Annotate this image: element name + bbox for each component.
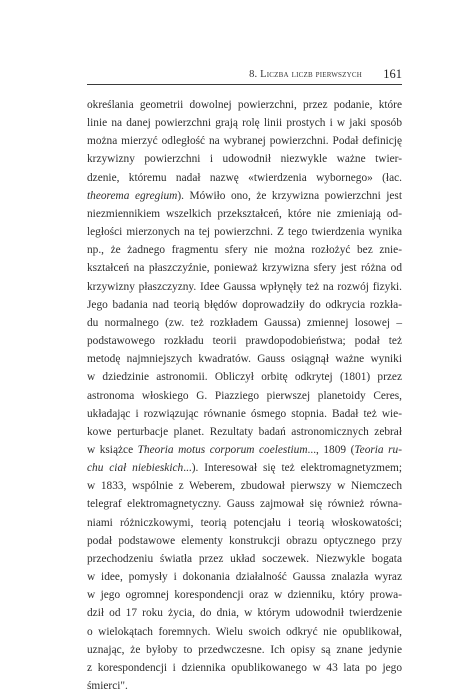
text-run: kształceń na płaszczyźnie, ponieważ krzywizna sfery jest różna od <box>87 262 402 275</box>
text-run: w 1833, wspólnie z Weberem, zbudował pierwszy w Niemczech <box>87 480 402 493</box>
text-line <box>87 514 402 532</box>
text-line <box>87 532 402 550</box>
text-run: ...). Interesował się też elektromagnetyzmem; <box>183 462 402 475</box>
text-run: dzenie, któremu nadał nazwę «twierdzenia wybornego» (łac. <box>87 171 402 184</box>
text-line <box>87 387 402 405</box>
text-line <box>87 223 402 241</box>
text-line <box>87 423 402 441</box>
text-line <box>87 187 402 205</box>
text-line <box>87 169 402 187</box>
text-run: Jego badania nad teorią błędów doprowadziły do odkrycia rozkła- <box>87 298 402 311</box>
text-line <box>87 314 402 332</box>
text-line <box>87 550 402 568</box>
text-run: niami różniczkowymi, teorią potencjału i teorią włoskowatości; <box>87 516 402 529</box>
text-run: przechodzeniu światła przez układ soczewek. Niezwykle bogata <box>87 552 402 565</box>
italic-text: Theoria motus corporum coelestium <box>137 443 308 456</box>
text-run: krzywizny powierzchni i udowodnił niezwykle ważne twier- <box>87 153 402 166</box>
text-line <box>87 459 402 477</box>
chapter-title: 8. Liczba liczb pierwszych <box>249 69 362 80</box>
italic-text: theorema egregium <box>87 189 178 202</box>
text-line <box>87 604 402 622</box>
text-run: z korespondencji i dziennika opublikowanego w 43 lata po jego <box>87 661 402 674</box>
text-run: ległości mierzonych na tej powierzchni. Z tego twierdzenia wynika <box>87 226 402 239</box>
text-run: dził od 17 roku życia, do dnia, w którym udowodnił twierdzenie <box>87 607 402 620</box>
text-run: można mierzyć odległość na wybranej powierzchni. Podał definicję <box>87 135 402 148</box>
text-run: kowe perturbacje planet. Rezultaty badań astronomicznych zebrał <box>87 425 402 438</box>
text-run: uznając, że byłoby to przedwczesne. Ich opisy są znane jedynie <box>87 643 402 656</box>
text-line <box>87 278 402 296</box>
body-paragraph <box>87 96 402 695</box>
text-run: astronoma włoskiego G. Piazziego pierwszej planetoidy Ceres, <box>87 389 402 402</box>
text-run: du normalnego (zw. też rozkładem Gaussa) zmiennej losowej – <box>87 316 402 329</box>
text-line <box>87 96 402 114</box>
text-line <box>87 296 402 314</box>
text-line <box>87 677 402 695</box>
text-run: w dziedzinie astronomii. Obliczył orbitę odkrytej (1801) przez <box>87 371 402 384</box>
text-run: podał podstawowe elementy konstrukcji obrazu optycznego przy <box>87 534 402 547</box>
text-run: podstawowego rozkładu teorii prawdopodobieństwa; podał też <box>87 335 402 348</box>
italic-text: chu ciał niebieskich <box>87 462 184 475</box>
text-run: w książce <box>87 443 138 456</box>
text-line <box>87 241 402 259</box>
text-line <box>87 586 402 604</box>
text-run: ..., 1809 ( <box>307 443 355 456</box>
text-run: w jego ogromnej korespondencji oraz w dzienniku, który prowa- <box>87 589 402 602</box>
italic-text: Teoria ru- <box>354 443 402 456</box>
text-line <box>87 150 402 168</box>
text-line <box>87 350 402 368</box>
running-head <box>87 68 402 85</box>
text-line <box>87 368 402 386</box>
text-run: śmierci". <box>87 680 128 692</box>
text-line <box>87 132 402 150</box>
text-line <box>87 259 402 277</box>
text-run: np., że żadnego fragmentu sfery nie można rozłożyć bez znie- <box>87 244 402 257</box>
text-line <box>87 477 402 495</box>
text-run: linie na danej powierzchni grają rolę linii prostych i w jaki sposób <box>87 117 402 130</box>
text-run: krzywizny płaszczyzny. Idee Gaussa wpłynęły też na rozwój fizyki. <box>87 280 402 293</box>
text-run: telegraf elektromagnetyczny. Gauss zajmował się również równa- <box>87 498 402 511</box>
text-line <box>87 205 402 223</box>
text-line <box>87 641 402 659</box>
text-line <box>87 114 402 132</box>
text-line <box>87 659 402 677</box>
text-run: niezmiennikiem wszelkich przekształceń, które nie zmieniają od- <box>87 207 402 220</box>
text-line <box>87 623 402 641</box>
text-line <box>87 495 402 513</box>
text-run: w idee, pomysły i dokonania działalność Gaussa znalazła wyraz <box>87 571 402 584</box>
text-run: ). Mówiło ono, że krzywizna powierzchni jest <box>177 189 402 202</box>
text-line <box>87 568 402 586</box>
text-run: określania geometrii dowolnej powierzchni, przez podanie, które <box>87 99 402 111</box>
text-line <box>87 332 402 350</box>
text-line <box>87 441 402 459</box>
text-run: metodę najmniejszych kwadratów. Gauss osiągnął ważne wyniki <box>87 353 402 366</box>
text-line <box>87 405 402 423</box>
text-run: o wielokątach foremnych. Wielu swoich odkryć nie opublikował, <box>87 625 402 638</box>
text-run: układając i rozwiązując równanie ósmego stopnia. Badał też wie- <box>87 407 402 420</box>
page-number: 161 <box>383 67 402 81</box>
